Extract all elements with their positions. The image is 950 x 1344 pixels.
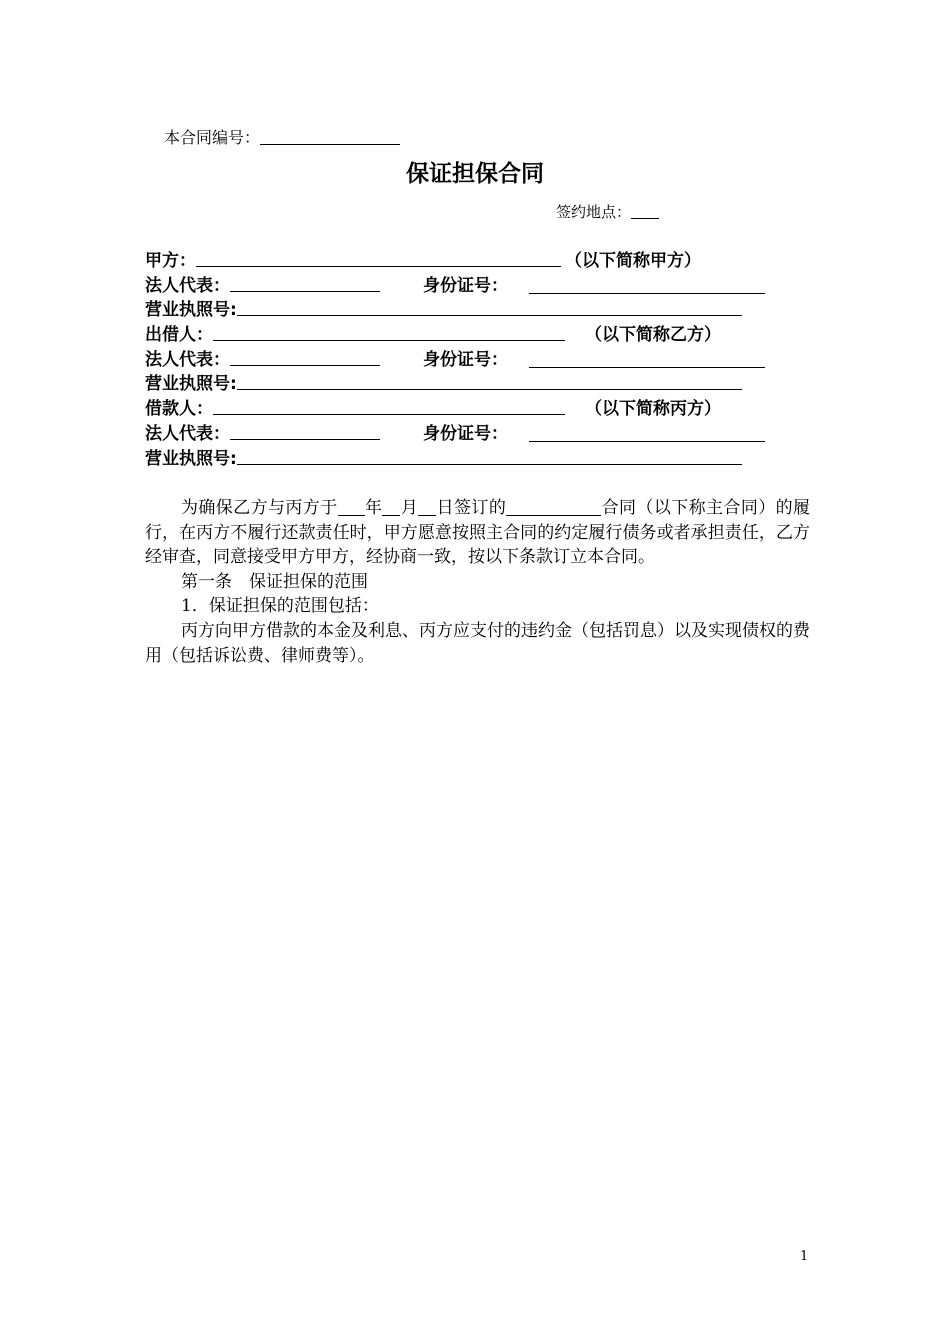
document-title: 保证担保合同 [406, 161, 544, 187]
party-a-row [145, 249, 770, 274]
id-blank [529, 276, 765, 294]
party-b-blank [213, 323, 565, 341]
id-blank [529, 424, 765, 442]
party-c-license-row [145, 447, 770, 472]
page-number: 1 [800, 1249, 809, 1264]
legal-rep-label: 法人代表： [145, 275, 230, 296]
party-c-row [145, 397, 770, 422]
id-label: 身份证号： [423, 423, 508, 444]
id-label: 身份证号： [423, 275, 508, 296]
year-blank [338, 498, 365, 516]
license-label: 营业执照号: [145, 448, 237, 469]
party-b-row [145, 323, 770, 348]
party-c-rep-row [145, 422, 770, 447]
party-b-suffix: （以下简称乙方） [585, 325, 721, 346]
contract-body [145, 496, 810, 668]
legal-rep-label: 法人代表： [145, 349, 230, 370]
party-a-suffix: （以下简称甲方） [565, 251, 701, 271]
party-c-label: 借款人： [145, 399, 213, 420]
party-a-rep-row [145, 274, 770, 299]
license-blank [237, 447, 742, 465]
license-blank [237, 372, 742, 390]
contract-number-label: 本合同编号： [164, 128, 261, 147]
license-label: 营业执照号: [145, 374, 237, 395]
legal-rep-label: 法人代表： [145, 423, 230, 444]
article-1-item-1: 1．保证担保的范围包括： [181, 596, 379, 617]
contract-number [164, 127, 400, 149]
contract-name-blank [506, 498, 601, 516]
legal-rep-blank [230, 274, 380, 292]
legal-rep-blank [230, 348, 380, 366]
signing-place-blank [631, 204, 659, 219]
signing-place-label: 签约地点： [556, 203, 632, 221]
month-blank [382, 498, 400, 516]
paragraph-purpose: 为确保乙方与丙方于 年 月 日签订的 合同（以下称主合同）的履行，在丙方不履行还款责任时，甲方愿意按照主合同的约定履行债务或者承担责任，乙方经审查，同意接受甲方甲方，经协商一致，按以下条款订立本合同。 [145, 498, 811, 568]
parties-block [145, 249, 770, 471]
contract-number-blank [260, 128, 400, 145]
party-a-blank [196, 249, 561, 267]
party-c-blank [213, 397, 565, 415]
article-1-item-1-text: 丙方向甲方借款的本金及利息、丙方应支付的违约金（包括罚息）以及实现债权的费用（包括诉讼费、律师费等）。 [145, 620, 810, 666]
party-a-license-row [145, 298, 770, 323]
legal-rep-blank [230, 422, 380, 440]
license-label: 营业执照号: [145, 300, 237, 321]
id-label: 身份证号： [423, 349, 508, 370]
license-blank [237, 298, 742, 316]
id-blank [529, 350, 765, 368]
party-c-suffix: （以下简称丙方） [585, 399, 721, 420]
day-blank [418, 498, 436, 516]
party-b-label: 出借人： [145, 325, 213, 346]
signing-place [556, 202, 659, 222]
party-b-license-row [145, 372, 770, 397]
article-1-heading: 第一条 保证担保的范围 [181, 571, 368, 592]
party-b-rep-row [145, 348, 770, 373]
party-a-label: 甲方： [145, 251, 196, 271]
